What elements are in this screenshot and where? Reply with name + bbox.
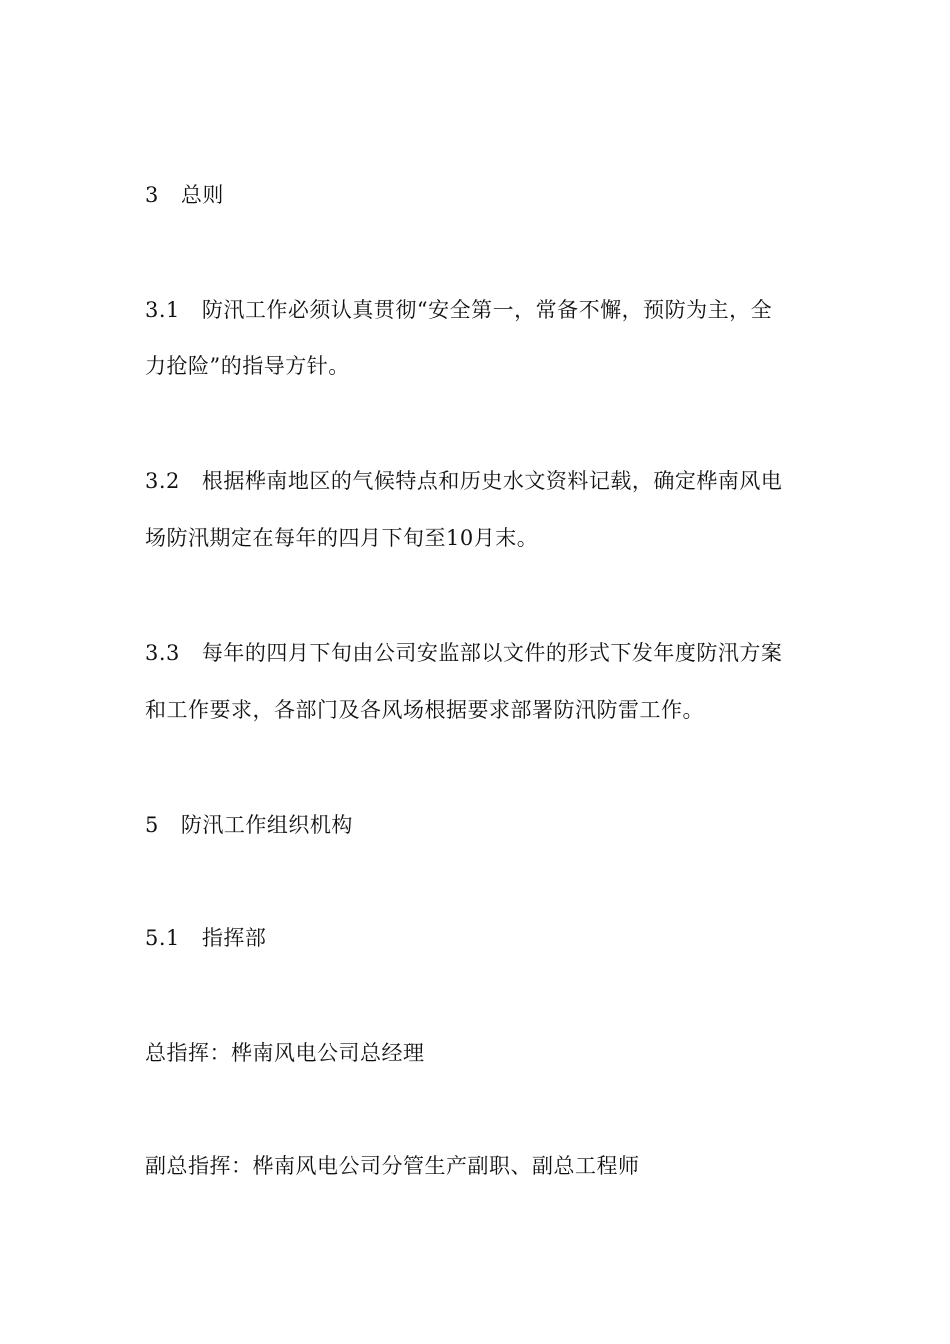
section-3-heading (145, 180, 224, 210)
section-title: 指挥部 (201, 926, 267, 950)
clause-number: 3.1 (145, 298, 180, 322)
clause-text: 根据桦南地区的气候特点和历史水文资料记载，确定桦南风电 (201, 469, 783, 493)
clause-3-2-line-1 (145, 466, 782, 496)
section-number: 5.1 (145, 926, 180, 950)
role-label: 总指挥： (145, 1041, 231, 1065)
role-label: 副总指挥： (145, 1154, 253, 1178)
section-title: 防汛工作组织机构 (180, 813, 353, 837)
clause-number: 3.3 (145, 641, 180, 665)
clause-number: 3.2 (145, 469, 180, 493)
role-value: 桦南风电公司总经理 (231, 1041, 425, 1065)
clause-text: 场防汛期定在每年的四月下旬至10月末。 (145, 526, 539, 550)
section-title: 总则 (180, 183, 224, 207)
clause-3-1-line-2 (145, 351, 350, 381)
clause-3-3-line-2 (145, 695, 704, 725)
clause-text: 和工作要求，各部门及各风场根据要求部署防汛防雷工作。 (145, 698, 704, 722)
role-commander (145, 1038, 425, 1068)
clause-text: 每年的四月下旬由公司安监部以文件的形式下发年度防汛方案 (201, 641, 783, 665)
clause-text: 防汛工作必须认真贯彻“安全第一，常备不懈，预防为主，全 (201, 298, 773, 322)
section-5-1-heading (145, 923, 266, 953)
role-deputy-commander (145, 1151, 640, 1181)
clause-3-3-line-1 (145, 638, 782, 668)
clause-3-2-line-2 (145, 523, 538, 553)
clause-3-1-line-1 (145, 295, 772, 325)
role-value: 桦南风电公司分管生产副职、副总工程师 (252, 1154, 640, 1178)
section-5-heading (145, 810, 353, 840)
section-number: 3 (145, 183, 159, 207)
section-number: 5 (145, 813, 159, 837)
clause-text: 力抢险”的指导方针。 (145, 354, 350, 378)
